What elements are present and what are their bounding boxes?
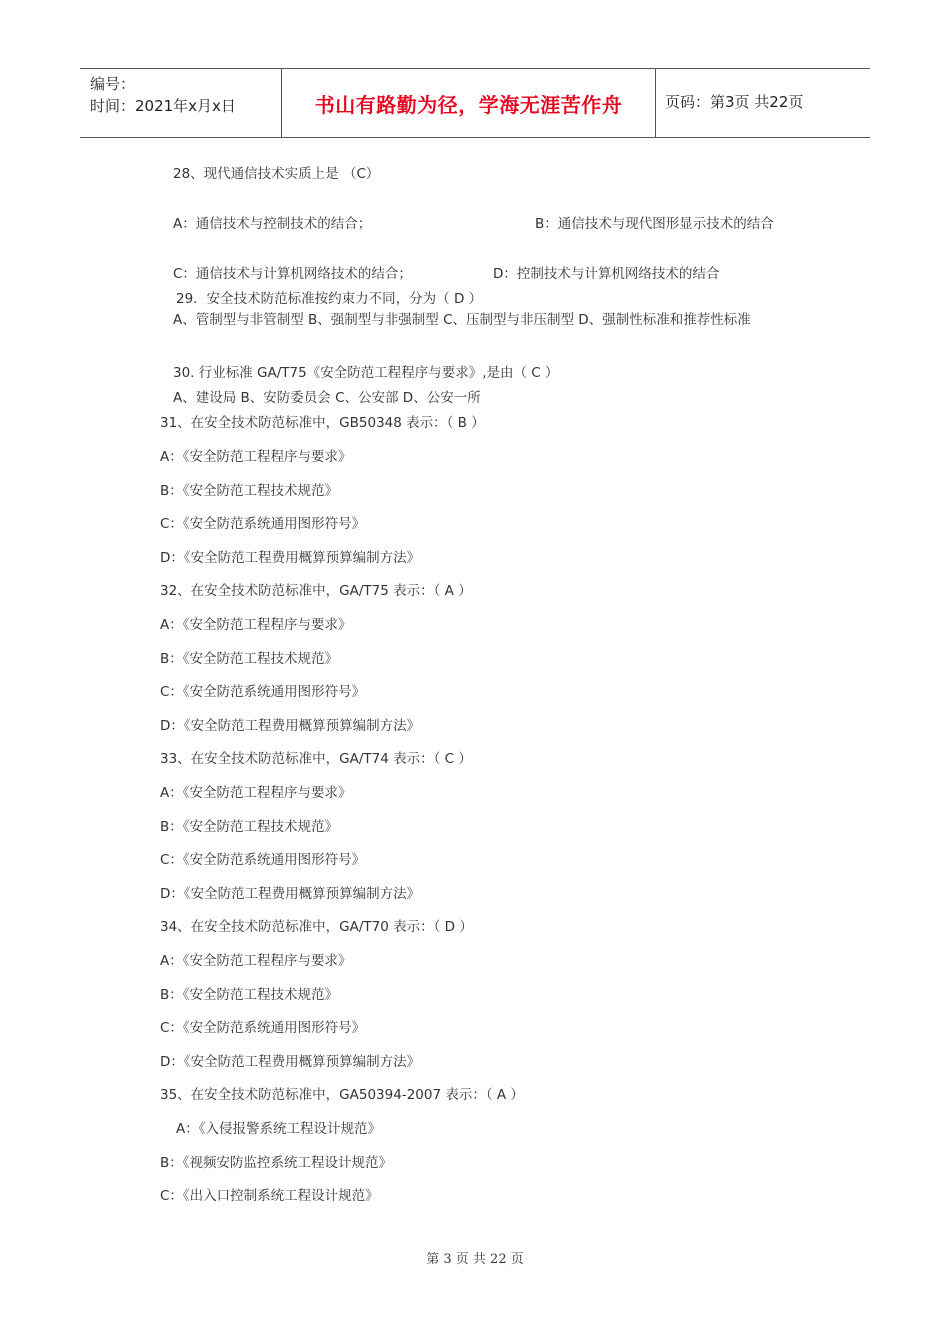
- time-label: 时间：2021年x月x日: [90, 97, 236, 115]
- q34-option-d: D：《安全防范工程费用概算预算编制方法》: [160, 1054, 421, 1070]
- question-29: 29．安全技术防范标准按约束力不同，分为（ D ）: [176, 291, 483, 307]
- question-32: 32、在安全技术防范标准中，GA/T75 表示：（ A ）: [160, 583, 472, 599]
- q34-option-a: A：《安全防范工程程序与要求》: [160, 953, 352, 969]
- q33-option-a: A：《安全防范工程程序与要求》: [160, 785, 352, 801]
- q34-option-c: C：《安全防范系统通用图形符号》: [160, 1020, 366, 1036]
- q28-option-c: C：通信技术与计算机网络技术的结合；: [173, 266, 412, 282]
- header-meta: [90, 73, 236, 117]
- q33-option-c: C：《安全防范系统通用图形符号》: [160, 852, 366, 868]
- header-motto: 书山有路勤为径，学海无涯苦作舟: [314, 92, 623, 117]
- question-28: 28、现代通信技术实质上是 （C）: [173, 166, 380, 182]
- page-footer: 第 3 页 共 22 页: [426, 1252, 524, 1267]
- q31-option-a: A：《安全防范工程程序与要求》: [160, 449, 352, 465]
- q35-option-b: B：《视频安防监控系统工程设计规范》: [160, 1155, 393, 1171]
- q32-option-c: C：《安全防范系统通用图形符号》: [160, 684, 366, 700]
- question-33: 33、在安全技术防范标准中，GA/T74 表示：（ C ）: [160, 751, 472, 767]
- page-info: 页码：第3页 共22页: [665, 93, 804, 111]
- q28-option-b: B：通信技术与现代图形显示技术的结合: [535, 216, 774, 232]
- q32-option-a: A：《安全防范工程程序与要求》: [160, 617, 352, 633]
- document-header: [80, 68, 870, 138]
- q32-option-b: B：《安全防范工程技术规范》: [160, 651, 339, 667]
- q31-option-d: D：《安全防范工程费用概算预算编制方法》: [160, 550, 421, 566]
- q30-options: A、建设局 B、安防委员会 C、公安部 D、公安一所: [173, 390, 481, 406]
- q31-option-b: B：《安全防范工程技术规范》: [160, 483, 339, 499]
- q28-option-d: D：控制技术与计算机网络技术的结合: [493, 266, 720, 282]
- q29-options: A、管制型与非管制型 B、强制型与非强制型 C、压制型与非压制型 D、强制性标准和推荐性标准: [173, 312, 751, 328]
- question-30: 30. 行业标准 GA/T75《安全防范工程程序与要求》,是由（ C ）: [173, 365, 559, 381]
- q33-option-b: B：《安全防范工程技术规范》: [160, 819, 339, 835]
- q33-option-d: D：《安全防范工程费用概算预算编制方法》: [160, 886, 421, 902]
- header-divider: [655, 69, 656, 137]
- q35-option-c: C：《出入口控制系统工程设计规范》: [160, 1188, 379, 1204]
- code-label: 编号：: [90, 75, 136, 93]
- question-35: 35、在安全技术防范标准中，GA50394-2007 表示：（ A ）: [160, 1087, 524, 1103]
- question-34: 34、在安全技术防范标准中，GA/T70 表示：（ D ）: [160, 919, 473, 935]
- q32-option-d: D：《安全防范工程费用概算预算编制方法》: [160, 718, 421, 734]
- q35-option-a: A：《入侵报警系统工程设计规范》: [176, 1121, 381, 1137]
- q34-option-b: B：《安全防范工程技术规范》: [160, 987, 339, 1003]
- question-31: 31、在安全技术防范标准中，GB50348 表示：（ B ）: [160, 415, 485, 431]
- q31-option-c: C：《安全防范系统通用图形符号》: [160, 516, 366, 532]
- q28-option-a: A：通信技术与控制技术的结合；: [173, 216, 372, 232]
